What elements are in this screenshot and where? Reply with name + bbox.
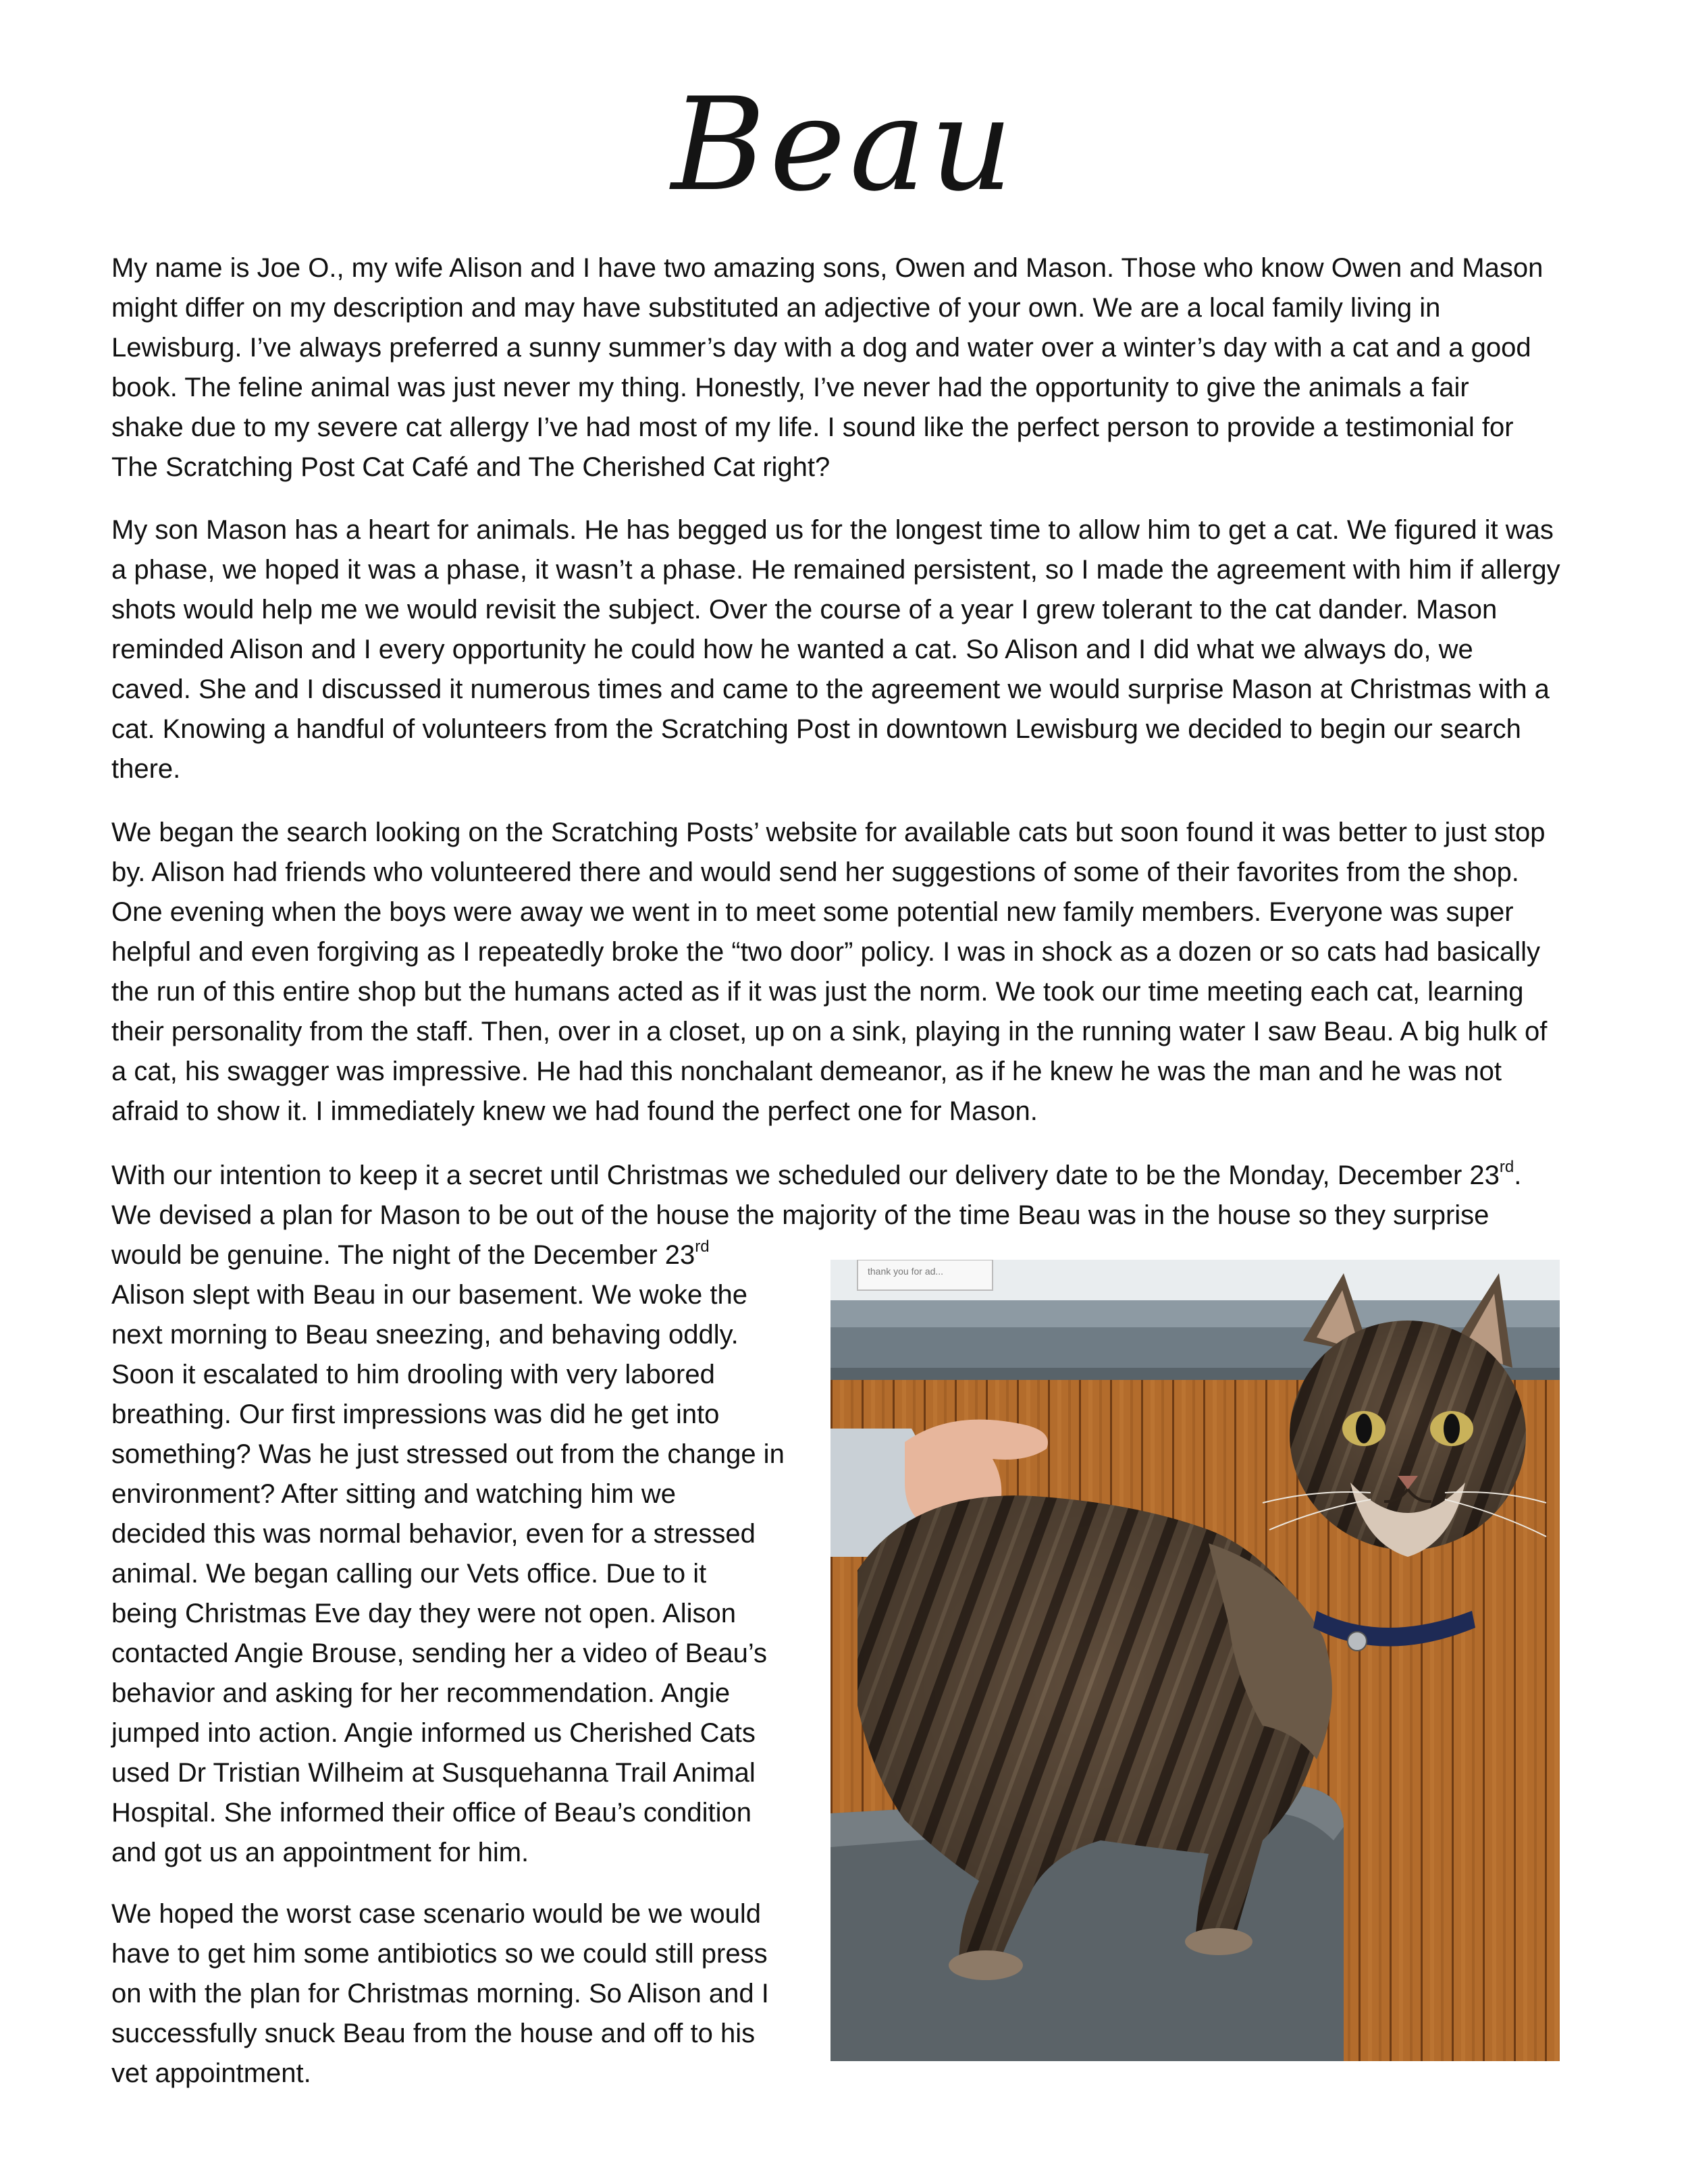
text-line: The Scratching Post Cat Café and The Cherished Cat right? bbox=[111, 452, 830, 482]
text-run: . bbox=[1514, 1161, 1522, 1190]
text-run: would be genuine. The night of the December 23 bbox=[111, 1240, 695, 1270]
text-line: used Dr Tristian Wilheim at Susquehanna Trail Animal bbox=[111, 1758, 756, 1788]
ordinal-suffix: rd bbox=[1499, 1158, 1514, 1176]
ordinal-suffix: rd bbox=[695, 1237, 710, 1256]
text-line: We began the search looking on the Scratching Posts’ website for available cats but soon found it was better to just stop bbox=[111, 818, 1546, 847]
text-line: might differ on my description and may have substituted an adjective of your own. We are a local family living in bbox=[111, 293, 1441, 323]
paragraph-3 bbox=[111, 813, 1547, 1131]
paragraph-5 bbox=[111, 1894, 769, 2094]
text-line: shake due to my severe cat allergy I’ve had most of my life. I sound like the perfect person to provide a testimonial for bbox=[111, 412, 1514, 442]
text-line: My name is Joe O., my wife Alison and I have two amazing sons, Owen and Mason. Those who know Owen and Mason bbox=[111, 253, 1544, 283]
text-line: their personality from the staff. Then, over in a closet, up on a sink, playing in the running water I saw Beau. A big hulk of bbox=[111, 1017, 1548, 1046]
text-line: and got us an appointment for him. bbox=[111, 1838, 529, 1867]
text-line: breathing. Our first impressions was did he get into bbox=[111, 1400, 720, 1429]
text-line: cat. Knowing a handful of volunteers from the Scratching Post in downtown Lewisburg we decided to begin our search bbox=[111, 714, 1521, 744]
text-line: helpful and even forgiving as I repeatedly broke the “two door” policy. I was in shock as a dozen or so cats had basically bbox=[111, 937, 1540, 967]
text-line: My son Mason has a heart for animals. He has begged us for the longest time to allow him to get a cat. We figured it was bbox=[111, 515, 1554, 545]
text-run: With our intention to keep it a secret until Christmas we scheduled our delivery date to be the Monday, December 23 bbox=[111, 1161, 1500, 1190]
paw bbox=[1185, 1928, 1252, 1955]
text-line: contacted Angie Brouse, sending her a video of Beau’s bbox=[111, 1639, 768, 1668]
text-line: One evening when the boys were away we went in to meet some potential new family members. Everyone was super bbox=[111, 897, 1514, 927]
cat-photo bbox=[830, 1260, 1560, 2061]
text-line: vet appointment. bbox=[111, 2058, 311, 2088]
text-line: successfully snuck Beau from the house and off to his bbox=[111, 2019, 756, 2048]
text-line: jumped into action. Angie informed us Cherished Cats bbox=[111, 1718, 756, 1748]
text-line: environment? After sitting and watching him we bbox=[111, 1479, 676, 1509]
page-title: Beau bbox=[671, 70, 1017, 219]
text-line: shots would help me we would revisit the subject. Over the course of a year I grew tolerant to the cat dander. Mason bbox=[111, 595, 1498, 624]
text-line: Soon it escalated to him drooling with very labored bbox=[111, 1360, 715, 1389]
text-line: Hospital. She informed their office of Beau’s condition bbox=[111, 1798, 751, 1828]
text-line: by. Alison had friends who volunteered there and would send her suggestions of some of their favorites from the shop. bbox=[111, 857, 1519, 887]
text-line: animal. We began calling our Vets office. Due to it bbox=[111, 1559, 707, 1589]
text-line: a phase, we hoped it was a phase, it wasn’t a phase. He remained persistent, so I made the agreement with him if allergy bbox=[111, 555, 1560, 585]
paw bbox=[949, 1950, 1023, 1980]
text-line: there. bbox=[111, 754, 181, 784]
text-line: We devised a plan for Mason to be out of the house the majority of the time Beau was in the house so they surprise bbox=[111, 1200, 1489, 1230]
text-line: book. The feline animal was just never my thing. Honestly, I’ve never had the opportunity to give the animals a fair bbox=[111, 373, 1469, 402]
text-line: caved. She and I discussed it numerous times and came to the agreement we would surprise Mason at Christmas with a bbox=[111, 674, 1550, 704]
text-line: a cat, his swagger was impressive. He had this nonchalant demeanor, as if he knew he was the man and he was not bbox=[111, 1057, 1502, 1086]
text-line: have to get him some antibiotics so we could still press bbox=[111, 1939, 768, 1969]
text-line: We hoped the worst case scenario would be we would bbox=[111, 1899, 762, 1929]
collar-tag bbox=[1348, 1632, 1367, 1651]
paragraph-1 bbox=[111, 248, 1543, 487]
text-line: being Christmas Eve day they were not open. Alison bbox=[111, 1599, 736, 1628]
note-text: thank you for ad... bbox=[868, 1266, 944, 1277]
text-line: reminded Alison and I every opportunity he could how he wanted a cat. So Alison and I did what we always do, we bbox=[111, 635, 1473, 664]
text-line: afraid to show it. I immediately knew we had found the perfect one for Mason. bbox=[111, 1096, 1038, 1126]
text-line: Alison slept with Beau in our basement. We woke the bbox=[111, 1280, 747, 1310]
text-line: decided this was normal behavior, even for a stressed bbox=[111, 1519, 756, 1549]
text-line: something? Was he just stressed out from the change in bbox=[111, 1439, 785, 1469]
text-line: the run of this entire shop but the humans acted as if it was just the norm. We took our time meeting each cat, learning bbox=[111, 977, 1524, 1007]
text-line: behavior and asking for her recommendation. Angie bbox=[111, 1678, 731, 1708]
text-line bbox=[111, 1156, 1521, 1196]
text-line: next morning to Beau sneezing, and behaving oddly. bbox=[111, 1320, 739, 1350]
text-line: on with the plan for Christmas morning. So Alison and I bbox=[111, 1979, 769, 2008]
text-line: Lewisburg. I’ve always preferred a sunny summer’s day with a dog and water over a winter’s day with a cat and a good bbox=[111, 333, 1531, 363]
paragraph-2 bbox=[111, 510, 1560, 789]
